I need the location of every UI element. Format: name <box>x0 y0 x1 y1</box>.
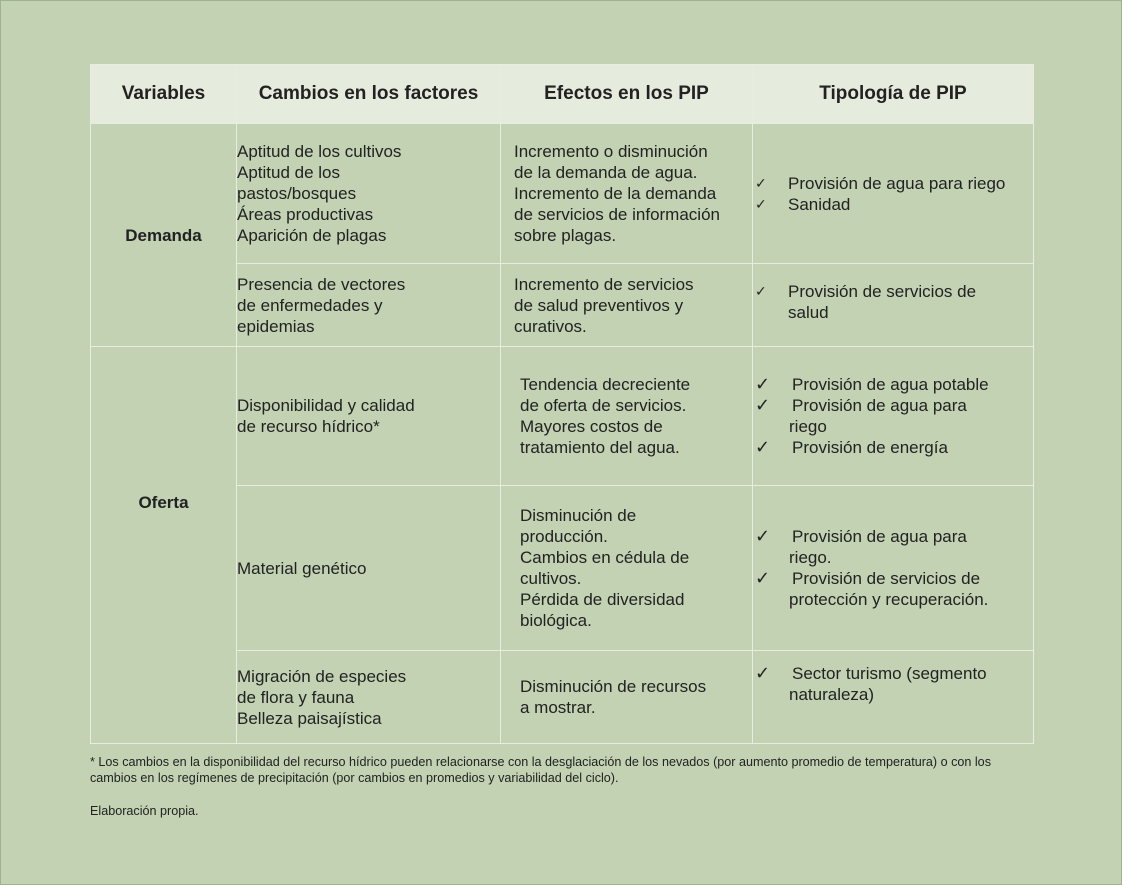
tipologia-line: Provisión de servicios de <box>792 569 981 588</box>
efecto-line: Incremento o disminución <box>514 142 708 161</box>
efecto-line: Disminución de <box>520 506 637 525</box>
efectos-cell <box>501 486 753 651</box>
header-row <box>91 65 1034 124</box>
factores-cell <box>237 124 501 264</box>
factor-line: Belleza paisajística <box>237 708 382 728</box>
efecto-line: tratamiento del agua. <box>520 438 680 457</box>
factores-cell <box>237 651 501 744</box>
factor-line: de flora y fauna <box>237 687 355 707</box>
tipologia-line: Sector turismo (segmento <box>792 664 987 683</box>
tipologia-line: salud <box>788 303 829 322</box>
efecto-line: Disminución de recursos <box>520 677 707 696</box>
check-icon: ✓ <box>755 568 771 588</box>
table-row <box>91 124 1034 264</box>
efecto-line: sobre plagas. <box>514 226 617 245</box>
efecto-line: de servicios de información <box>514 205 720 224</box>
footnote: * Los cambios en la disponibilidad del recurso hídrico pueden relacionarse con la desglaciación de los nevados (por aumento promedio de temperatura) o con los cambios en los regímenes de precipitación (por cambios en promedios y variabilidad del ciclo). <box>90 755 991 785</box>
efecto-line: de oferta de servicios. <box>520 396 687 415</box>
efecto-line: a mostrar. <box>520 698 596 717</box>
tipologia-line: naturaleza) <box>789 685 875 704</box>
tipologia-line: Provisión de agua para riego <box>788 173 1006 193</box>
efecto-line: Incremento de servicios <box>514 274 694 294</box>
check-icon: ✓ <box>755 283 767 299</box>
efecto-line: producción. <box>520 527 608 546</box>
tipologia-cell <box>753 651 1034 744</box>
tipologia-line: Provisión de agua para <box>792 396 967 415</box>
efecto-line: curativos. <box>514 316 587 336</box>
variable-oferta: Oferta <box>91 347 237 744</box>
factor-line: Áreas productivas <box>237 205 374 224</box>
tipologia-item <box>753 374 1033 395</box>
tipologia-item <box>753 437 1033 458</box>
efectos-cell <box>501 264 753 347</box>
tipologia-item <box>753 395 1033 416</box>
header-variables: Variables <box>91 65 237 124</box>
tipologia-line: Provisión de agua potable <box>792 375 989 394</box>
factor-line: Migración de especies <box>237 666 407 686</box>
efecto-line: Cambios en cédula de <box>520 548 690 567</box>
efecto-line: cultivos. <box>520 569 582 588</box>
factor-line: Presencia de vectores <box>237 274 406 294</box>
factor-line: epidemias <box>237 316 315 336</box>
efectos-cell <box>501 651 753 744</box>
header-cambios: Cambios en los factores <box>237 65 501 124</box>
tipologia-line: riego <box>789 417 827 436</box>
tipologia-item <box>753 281 1033 302</box>
tipologia-line: riego. <box>789 548 832 567</box>
factores-cell <box>237 486 501 651</box>
tipologia-cell <box>753 347 1034 486</box>
factor-line: Aptitud de los cultivos <box>237 142 402 161</box>
factores-cell <box>237 264 501 347</box>
tipologia-cell <box>753 486 1034 651</box>
header-efectos: Efectos en los PIP <box>501 65 753 124</box>
check-icon: ✓ <box>755 663 771 683</box>
table-row <box>91 347 1034 486</box>
factor-line: Material genético <box>237 558 367 578</box>
tipologia-item <box>753 194 1033 215</box>
efecto-line: biológica. <box>520 611 592 630</box>
tipologia-line: Provisión de energía <box>792 438 948 457</box>
check-icon: ✓ <box>755 437 771 457</box>
efectos-cell <box>501 347 753 486</box>
source-note: Elaboración propia. <box>90 804 199 818</box>
header-tipologia: Tipología de PIP <box>753 65 1034 124</box>
check-icon: ✓ <box>755 174 767 191</box>
factor-line: Aparición de plagas <box>237 226 387 245</box>
tipologia-line: Provisión de agua para <box>792 527 967 546</box>
check-icon: ✓ <box>755 374 771 394</box>
check-icon: ✓ <box>755 195 767 212</box>
tipologia-cell <box>753 124 1034 264</box>
tipologia-line: protección y recuperación. <box>789 590 989 609</box>
pip-table <box>90 64 1034 744</box>
efecto-line: Incremento de la demanda <box>514 184 717 203</box>
efecto-line: de salud preventivos y <box>514 295 684 315</box>
factor-line: Disponibilidad y calidad <box>237 396 415 415</box>
tipologia-item <box>753 568 1033 589</box>
factores-cell <box>237 347 501 486</box>
efecto-line: Mayores costos de <box>520 417 663 436</box>
check-icon: ✓ <box>755 526 771 546</box>
tipologia-item <box>753 663 1033 684</box>
tipologia-cell <box>753 264 1034 347</box>
factor-line: pastos/bosques <box>237 184 357 203</box>
tipologia-item <box>753 173 1033 194</box>
efecto-line: de la demanda de agua. <box>514 163 698 182</box>
tipologia-line: Sanidad <box>788 194 851 214</box>
factor-line: de recurso hídrico* <box>237 417 380 436</box>
efecto-line: Pérdida de diversidad <box>520 590 685 609</box>
efectos-cell <box>501 124 753 264</box>
tipologia-line: Provisión de servicios de <box>788 282 977 301</box>
variable-demanda: Demanda <box>91 124 237 347</box>
check-icon: ✓ <box>755 395 771 415</box>
factor-line: Aptitud de los <box>237 163 341 182</box>
tipologia-item <box>753 526 1033 547</box>
efecto-line: Tendencia decreciente <box>520 375 691 394</box>
factor-line: de enfermedades y <box>237 295 383 315</box>
